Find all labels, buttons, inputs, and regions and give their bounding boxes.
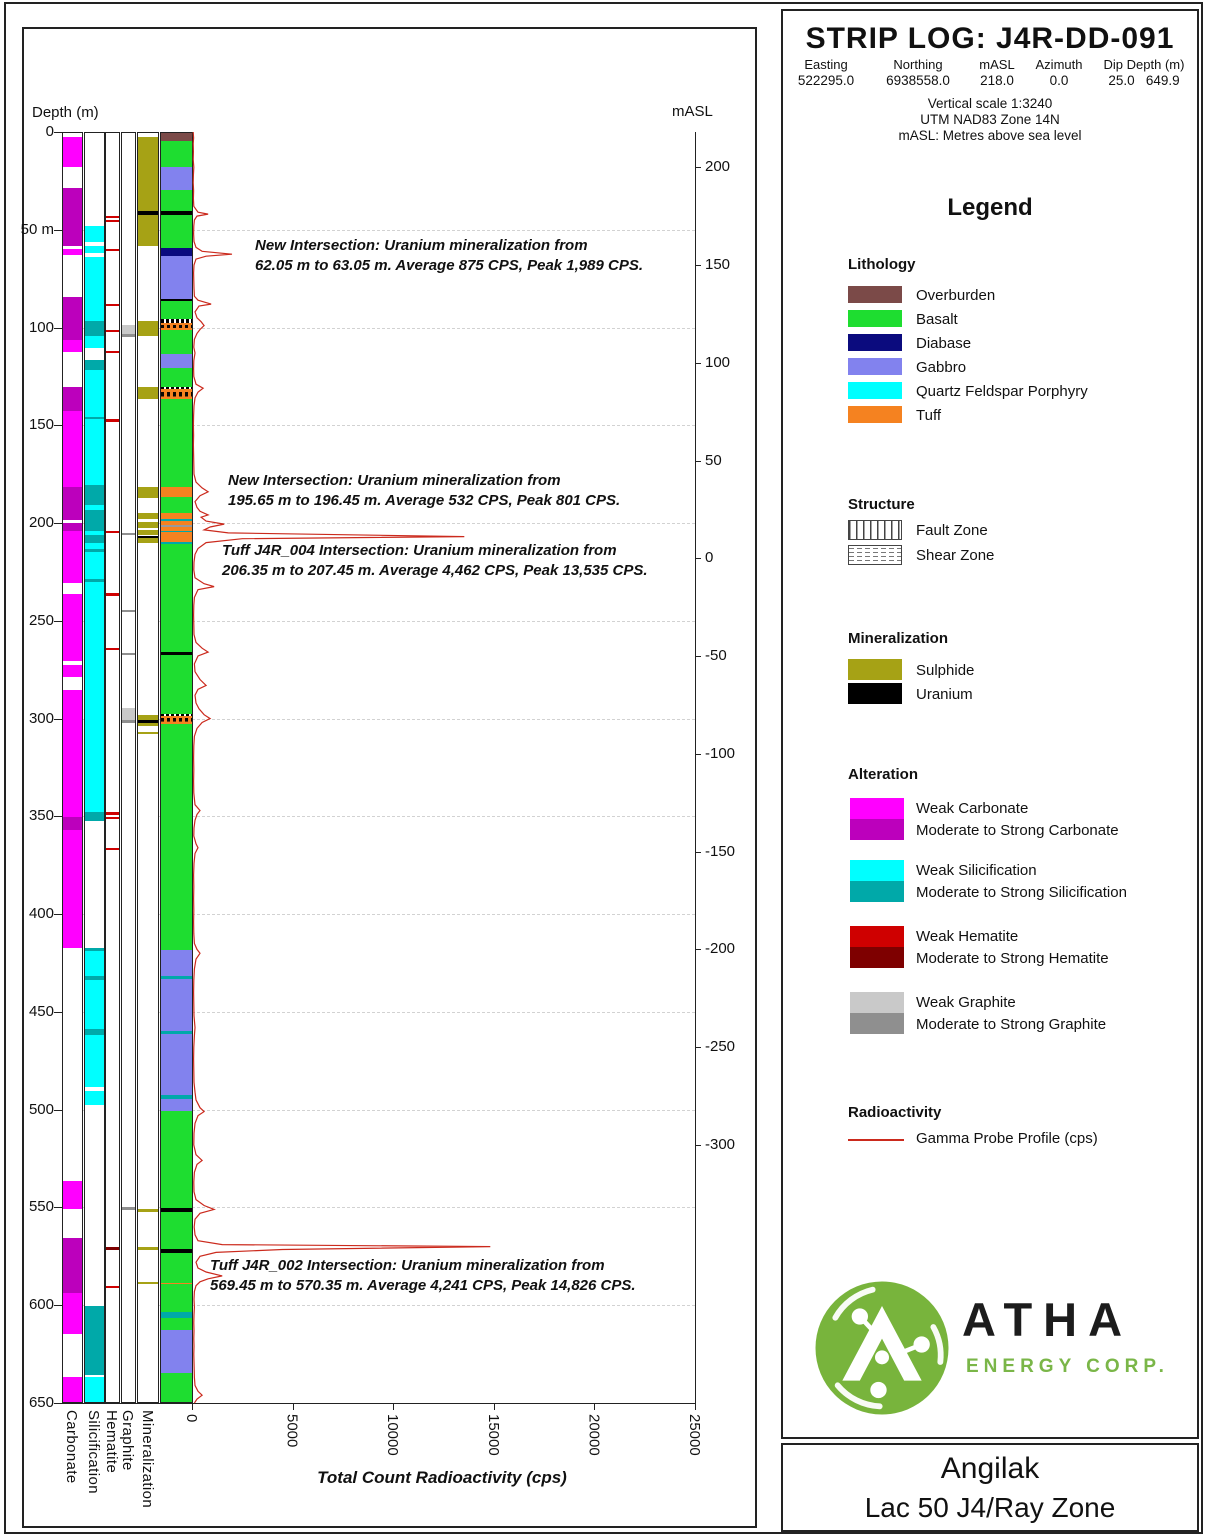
lithology-interval-basalt <box>161 724 192 951</box>
lithology-interval-basalt <box>161 1373 192 1403</box>
silicification-interval-w <box>85 543 104 550</box>
atha-logo-subtitle: ENERGY CORP. <box>966 1356 1169 1377</box>
masl-tick <box>695 852 701 853</box>
carbonate-interval-s <box>63 487 82 520</box>
annotation-line: Tuff J4R_004 Intersection: Uranium mineralization from <box>222 542 617 559</box>
hematite-track <box>105 132 120 1403</box>
lithology-interval-diabase <box>161 248 192 256</box>
intersection-annotation <box>228 471 620 511</box>
mineralization-interval-sulphide <box>138 137 158 211</box>
mineralization-swatch-uranium <box>848 683 902 704</box>
strip-log-title: STRIP LOG: J4R-DD-091 <box>805 22 1175 55</box>
legend-section-lithology: Lithology <box>848 256 916 273</box>
depth-tick <box>54 1305 62 1306</box>
alteration-label: Moderate to Strong Silicification <box>916 884 1127 901</box>
carbonate-interval-s <box>63 297 82 340</box>
lithology-interval-basalt <box>161 330 192 353</box>
alteration-label: Weak Silicification <box>916 862 1037 879</box>
graphite-interval-s <box>122 653 135 655</box>
carbonate-interval-s <box>63 188 82 247</box>
x-tick-label: 25000 <box>686 1414 703 1456</box>
depth-tick <box>54 1403 62 1404</box>
silicification-interval-s <box>85 510 104 531</box>
silicification-interval-w <box>85 1091 104 1105</box>
carbonate-interval-w <box>63 665 82 677</box>
intersection-annotation <box>210 1256 636 1296</box>
alteration-swatch-silicification-weak <box>850 860 904 881</box>
masl-tick <box>695 167 701 168</box>
hematite-interval-w <box>106 593 119 595</box>
lithology-interval-basalt <box>161 368 192 388</box>
depth-tick <box>54 914 62 915</box>
alteration-swatch-carbonate-weak <box>850 798 904 819</box>
x-axis-title: Total Count Radioactivity (cps) <box>317 1468 567 1487</box>
lithology-label: Diabase <box>916 335 972 352</box>
hematite-interval-w <box>106 848 119 850</box>
intersection-annotation <box>222 541 648 581</box>
silicification-track <box>84 132 105 1403</box>
depth-tick <box>54 1207 62 1208</box>
x-tick <box>393 1404 394 1410</box>
depth-tick-label: 200 <box>28 514 54 532</box>
graphite-interval-s <box>122 334 135 337</box>
lithology-interval-tuff_fault <box>161 323 192 331</box>
graphite-interval-s <box>122 533 135 535</box>
hematite-interval-w <box>106 812 119 814</box>
carbonate-interval-w <box>63 340 82 352</box>
carbonate-interval-w <box>63 1377 82 1403</box>
depth-tick <box>54 1110 62 1111</box>
depth-tick <box>54 621 62 622</box>
meta-value: 218.0 <box>980 73 1014 88</box>
lithology-interval-basalt <box>161 215 192 248</box>
silicification-interval-w <box>85 370 104 417</box>
depth-tick <box>54 132 62 133</box>
depth-tick-label: 0 <box>45 123 54 140</box>
lithology-interval-gabbro <box>161 950 192 975</box>
masl-tick-label: -250 <box>705 1038 736 1056</box>
annotation-line: Tuff J4R_002 Intersection: Uranium mineralization from <box>210 1257 605 1274</box>
carbonate-interval-s <box>63 523 82 531</box>
masl-tick-label: -150 <box>705 842 736 860</box>
track-label-hematite: Hematite <box>103 1410 120 1474</box>
carbonate-interval-w <box>63 594 82 660</box>
carbonate-interval-s <box>63 817 82 830</box>
annotation-line: New Intersection: Uranium mineralization from <box>255 237 588 254</box>
alteration-label: Moderate to Strong Graphite <box>916 1016 1107 1033</box>
lithology-interval-basalt <box>161 1284 192 1312</box>
hematite-interval-w <box>106 351 119 353</box>
shear-zone-swatch <box>848 545 902 565</box>
graphite-interval-s <box>122 720 135 723</box>
vertical-scale-note: Vertical scale 1:3240 <box>927 96 1053 111</box>
lithology-interval-gabbro <box>161 354 192 368</box>
hematite-interval-w <box>106 419 119 421</box>
silicification-interval-s <box>85 812 104 822</box>
mineralization-label: Sulphide <box>916 662 975 679</box>
silicification-interval-w <box>85 582 104 812</box>
carbonate-interval-w <box>63 690 82 817</box>
lithology-interval-basalt <box>161 1318 192 1330</box>
x-tick-label: 15000 <box>484 1414 502 1456</box>
lithology-interval-gabbro <box>161 256 192 299</box>
silicification-interval-w <box>85 1035 104 1087</box>
intersection-annotation <box>255 236 643 276</box>
masl-tick-label: 0 <box>705 549 714 567</box>
lithology-interval-tuff <box>161 487 192 497</box>
masl-note: mASL: Metres above sea level <box>898 128 1082 143</box>
depth-tick <box>54 523 62 524</box>
alteration-label: Moderate to Strong Carbonate <box>916 822 1119 839</box>
masl-tick-label: -100 <box>705 744 736 762</box>
footer-project: Angilak <box>940 1452 1040 1485</box>
x-axis-line <box>62 1403 696 1404</box>
footer-zone: Lac 50 J4/Ray Zone <box>864 1492 1116 1523</box>
masl-tick <box>695 1145 701 1146</box>
carbonate-interval-w <box>63 137 82 167</box>
depth-tick <box>54 230 62 231</box>
x-tick <box>293 1404 294 1410</box>
depth-tick-label: 400 <box>28 905 54 923</box>
silicification-interval-s <box>85 321 104 337</box>
meta-value: 6938558.0 <box>886 73 950 88</box>
meta-value: 522295.0 <box>797 73 855 88</box>
x-tick <box>192 1404 193 1410</box>
lithology-swatch-overburden <box>848 286 902 303</box>
depth-tick <box>54 816 62 817</box>
annotation-line: 62.05 m to 63.05 m. Average 875 CPS, Peak 1,989 CPS. <box>255 257 644 274</box>
carbonate-interval-s <box>63 1238 82 1293</box>
x-tick-label: 10000 <box>384 1414 402 1456</box>
lithology-interval-basalt <box>161 190 192 212</box>
lithology-interval-basalt <box>161 544 192 653</box>
track-label-carbonate: Carbonate <box>63 1410 80 1484</box>
mineralization-interval-sulphide <box>138 321 158 337</box>
legend-section-structure: Structure <box>848 496 915 513</box>
lithology-interval-tuff <box>161 532 192 541</box>
hematite-interval-w <box>106 220 119 222</box>
mineralization-interval-sulphide <box>138 538 158 543</box>
radioactivity-label: Gamma Probe Profile (cps) <box>916 1130 1098 1147</box>
silicification-interval-w <box>85 1377 104 1403</box>
hematite-interval-w <box>106 1286 119 1288</box>
hematite-interval-w <box>106 216 119 218</box>
depth-tick-label: 500 <box>28 1100 54 1118</box>
masl-tick <box>695 558 701 559</box>
masl-tick <box>695 754 701 755</box>
hematite-interval-w <box>106 531 119 533</box>
alteration-swatch-hematite-strong <box>850 947 904 968</box>
lithology-interval-basalt <box>161 1111 192 1209</box>
carbonate-interval-w <box>63 830 82 948</box>
mineralization-swatch-sulphide <box>848 659 902 680</box>
depth-tick <box>54 719 62 720</box>
graphite-track <box>121 132 136 1403</box>
alteration-swatch-hematite-weak <box>850 926 904 947</box>
x-tick-label: 5000 <box>283 1414 301 1448</box>
lithology-swatch-qfp <box>848 382 902 399</box>
depth-tick <box>54 328 62 329</box>
atha-logo-wordmark: ATHA <box>962 1293 1134 1346</box>
masl-tick <box>695 656 701 657</box>
silicification-interval-w <box>85 246 104 253</box>
silicification-interval-s <box>85 1029 104 1036</box>
graphite-interval-w <box>122 325 135 335</box>
track-label-silicification: Silicification <box>85 1410 102 1494</box>
legend-section-alteration: Alteration <box>848 766 919 783</box>
depth-tick-label: 100 <box>28 318 54 336</box>
meta-label: Dip Depth (m) <box>1103 57 1185 72</box>
alteration-swatch-graphite-strong <box>850 1013 904 1034</box>
masl-tick <box>695 949 701 950</box>
lithology-interval-basalt <box>161 1253 192 1282</box>
carbonate-interval-w <box>63 249 82 255</box>
masl-tick-label: 100 <box>705 353 731 371</box>
annotation-line: 195.65 m to 196.45 m. Average 532 CPS, Peak 801 CPS. <box>228 492 621 509</box>
mineralization-interval-sulphide <box>138 215 158 246</box>
lithology-swatch-tuff <box>848 406 902 423</box>
silicification-interval-s <box>85 360 104 370</box>
mineralization-track <box>137 132 159 1403</box>
masl-tick-label: 150 <box>705 255 731 273</box>
depth-tick-label: 550 <box>28 1198 54 1216</box>
x-tick-label: 20000 <box>585 1414 603 1456</box>
x-tick-label: 0 <box>183 1414 200 1423</box>
track-label-graphite: Graphite <box>119 1410 136 1471</box>
legend-title: Legend <box>947 194 1033 221</box>
mineralization-interval-sulphide <box>138 387 158 399</box>
depth-tick-label: 350 <box>28 807 54 825</box>
depth-tick <box>54 425 62 426</box>
silicification-interval-w <box>85 951 104 975</box>
lithology-interval-basalt <box>161 497 192 514</box>
structure-label: Shear Zone <box>916 547 995 564</box>
track-label-mineralization: Mineralization <box>139 1410 156 1509</box>
mineralization-interval-sulphide <box>138 487 158 498</box>
meta-label: Azimuth <box>1035 57 1083 72</box>
masl-tick <box>695 363 701 364</box>
lithology-interval-gabbro <box>161 1034 192 1095</box>
meta-label: Northing <box>893 57 943 72</box>
lithology-interval-tuff_fault <box>161 389 192 399</box>
x-tick <box>695 1404 696 1410</box>
utm-zone-note: UTM NAD83 Zone 14N <box>920 112 1060 127</box>
mineralization-interval-sulphide <box>138 513 158 519</box>
alteration-swatch-carbonate-strong <box>850 819 904 840</box>
masl-tick <box>695 1047 701 1048</box>
carbonate-track <box>62 132 83 1403</box>
alteration-label: Moderate to Strong Hematite <box>916 950 1109 967</box>
lithology-label: Gabbro <box>916 359 967 376</box>
lithology-label: Overburden <box>916 287 996 304</box>
legend-section-mineralization: Mineralization <box>848 630 949 647</box>
annotation-line: 206.35 m to 207.45 m. Average 4,462 CPS, Peak 13,535 CPS. <box>222 562 648 579</box>
mineralization-interval-sulphide <box>138 732 158 734</box>
masl-tick-label: -50 <box>705 647 727 665</box>
lithology-label: Quartz Feldspar Porphyry <box>916 383 1088 400</box>
atha-logo-icon <box>812 1278 952 1418</box>
annotation-line: New Intersection: Uranium mineralization from <box>228 472 561 489</box>
masl-tick-label: -300 <box>705 1135 736 1153</box>
alteration-label: Weak Graphite <box>916 994 1016 1011</box>
hematite-interval-w <box>106 817 119 819</box>
silicification-interval-w <box>85 552 104 578</box>
hematite-interval-w <box>106 330 119 332</box>
lithology-interval-gabbro <box>161 167 192 189</box>
silicification-interval-w <box>85 226 104 243</box>
masl-tick-label: 50 <box>705 451 722 469</box>
hematite-interval-w <box>106 304 119 306</box>
graphite-interval-s <box>122 610 135 612</box>
silicification-interval-w <box>85 257 104 321</box>
mineralization-interval-sulphide <box>138 1209 158 1211</box>
graphite-interval-w <box>122 708 135 720</box>
meta-label: mASL <box>979 57 1015 72</box>
depth-tick-label: 600 <box>28 1296 54 1314</box>
mineralization-interval-sulphide <box>138 530 158 535</box>
silicification-interval-w <box>85 336 104 348</box>
depth-axis-title: Depth (m) <box>32 104 99 121</box>
lithology-interval-gabbro <box>161 1330 192 1373</box>
lithology-interval-overburden <box>161 133 192 141</box>
lithology-label: Basalt <box>916 311 958 328</box>
masl-axis-line <box>695 132 696 1403</box>
alteration-label: Weak Hematite <box>916 928 1019 945</box>
depth-tick-label: 50 m <box>20 220 54 238</box>
mineralization-interval-sulphide <box>138 1282 158 1284</box>
carbonate-interval-w <box>63 411 82 487</box>
mineralization-label: Uranium <box>916 686 973 703</box>
lithology-interval-basalt <box>161 1212 192 1248</box>
masl-tick <box>695 461 701 462</box>
depth-tick-label: 150 <box>28 416 54 434</box>
lithology-swatch-gabbro <box>848 358 902 375</box>
gamma-line-swatch <box>848 1139 904 1141</box>
legend-section-radioactivity: Radioactivity <box>848 1104 942 1121</box>
hematite-interval-w <box>106 249 119 251</box>
hematite-interval-w <box>106 648 119 650</box>
silicification-interval-s <box>85 485 104 505</box>
masl-axis-title: mASL <box>672 103 713 120</box>
carbonate-interval-w <box>63 531 82 583</box>
carbonate-interval-w <box>63 1181 82 1209</box>
metadata-values <box>783 73 1197 88</box>
meta-label: Easting <box>804 57 848 72</box>
lithology-swatch-basalt <box>848 310 902 327</box>
lithology-interval-gabbro <box>161 1099 192 1111</box>
depth-tick-label: 650 <box>28 1394 54 1411</box>
silicification-interval-w <box>85 419 104 485</box>
masl-tick-label: 200 <box>705 158 731 176</box>
depth-tick-label: 300 <box>28 709 54 727</box>
structure-label: Fault Zone <box>916 522 988 539</box>
depth-tick <box>54 1012 62 1013</box>
masl-tick-label: -200 <box>705 940 736 958</box>
graphite-interval-s <box>122 1207 135 1209</box>
mineralization-interval-sulphide <box>138 1247 158 1250</box>
alteration-swatch-silicification-strong <box>850 881 904 902</box>
hematite-interval-s <box>106 1247 119 1251</box>
metadata-labels <box>783 57 1197 72</box>
depth-tick-label: 250 <box>28 611 54 629</box>
silicification-interval-s <box>85 535 104 543</box>
carbonate-interval-w <box>63 1293 82 1334</box>
mineralization-interval-sulphide <box>138 522 158 528</box>
mineralization-interval-sulphide <box>138 723 158 727</box>
lithology-track <box>160 132 193 1403</box>
x-tick <box>594 1404 595 1410</box>
silicification-interval-s <box>85 1306 104 1374</box>
lithology-interval-basalt <box>161 141 192 167</box>
fault-zone-swatch <box>848 520 902 540</box>
depth-tick-label: 450 <box>28 1002 54 1020</box>
silicification-interval-w <box>85 980 104 1029</box>
lithology-label: Tuff <box>916 407 942 424</box>
lithology-interval-basalt <box>161 301 192 319</box>
meta-value: 0.0 <box>1049 73 1069 88</box>
annotation-line: 569.45 m to 570.35 m. Average 4,241 CPS, Peak 14,826 CPS. <box>210 1277 636 1294</box>
carbonate-interval-s <box>63 387 82 410</box>
lithology-interval-basalt <box>161 655 192 714</box>
lithology-swatch-diabase <box>848 334 902 351</box>
lithology-interval-basalt <box>161 399 192 487</box>
masl-tick <box>695 265 701 266</box>
lithology-interval-gabbro <box>161 979 192 1031</box>
alteration-label: Weak Carbonate <box>916 800 1029 817</box>
meta-value: 25.0 649.9 <box>1108 73 1180 88</box>
x-tick <box>494 1404 495 1410</box>
lithology-interval-tuff_fault <box>161 716 192 724</box>
alteration-swatch-graphite-weak <box>850 992 904 1013</box>
